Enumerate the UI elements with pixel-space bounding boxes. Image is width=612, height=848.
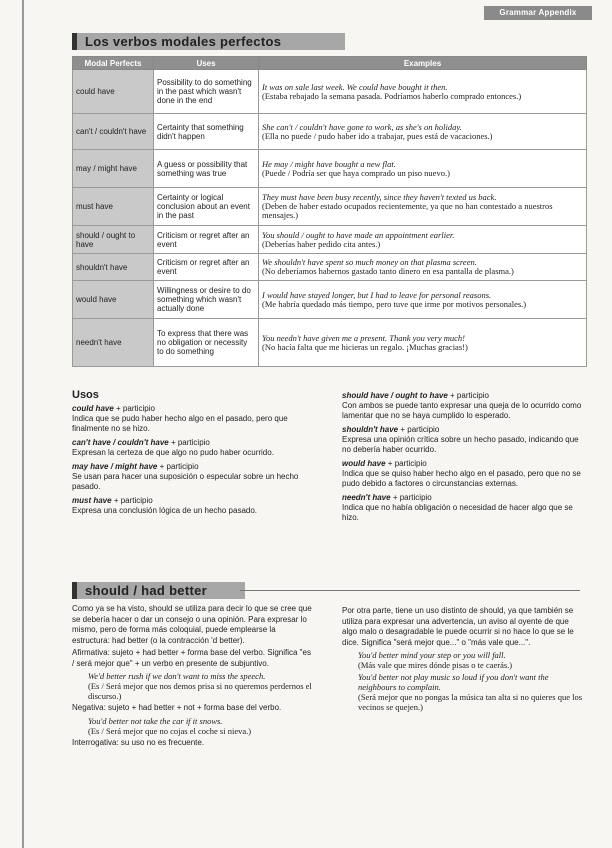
usos-text: Indica que no había obligación o necesidad de hacer algo que se hizo. — [342, 503, 573, 522]
example-es: (Estaba rebajado la semana pasada. Podríamos haberlo comprado entonces.) — [262, 90, 522, 101]
table-row — [73, 150, 587, 188]
example-en: I would have stayed longer, but I had to leave for personal reasons. — [262, 289, 492, 300]
example-en: It was on sale last week. We could have bought it then. — [262, 81, 448, 92]
example-en: He may / might have bought a new flat. — [262, 158, 396, 169]
should-right-column — [342, 606, 582, 714]
table-row — [73, 70, 587, 114]
example-es: (No hacía falta que me hicieras un regalo. ¡Muchas gracias!) — [262, 341, 468, 352]
usos-text: Expresan la certeza de que algo no pudo haber ocurrido. — [72, 448, 274, 457]
usos-heading: should have / ought to have + participio — [342, 391, 489, 400]
modal-cell: should / ought to have — [73, 226, 154, 254]
example-es: (Deberías haber pedido cita antes.) — [262, 238, 381, 249]
table-row — [73, 319, 587, 367]
modal-cell: would have — [73, 281, 154, 319]
paragraph: Afirmativa: sujeto + had better + forma base del verbo. Significa "es / será mejor que" + un verbo en presente de subjuntivo. — [72, 648, 311, 668]
modal-perfects-table — [72, 56, 587, 367]
example-cell — [259, 70, 587, 114]
example-block — [342, 672, 582, 712]
usos-heading: must have + participio — [72, 496, 153, 505]
use-cell: Possibility to do something in the past which wasn't done in the end — [154, 70, 259, 114]
example-block — [72, 716, 312, 736]
example-en: You'd better not play music so loud if you don't want the neighbours to complain. — [358, 672, 549, 692]
section-divider — [240, 590, 580, 591]
example-block — [72, 671, 312, 701]
header-examples: Examples — [259, 57, 587, 70]
example-cell — [259, 281, 587, 319]
example-es: (Es / Será mejor que nos demos prisa si no queremos perdernos el discurso.) — [88, 681, 312, 701]
section-title: should / had better — [85, 583, 207, 598]
example-cell — [259, 150, 587, 188]
use-cell: Certainty that something didn't happen — [154, 114, 259, 150]
modal-cell: can't / couldn't have — [73, 114, 154, 150]
table-row — [73, 254, 587, 281]
usos-heading: shouldn't have + participio — [342, 425, 440, 434]
should-left-column — [72, 604, 312, 750]
example-en: You needn't have given me a present. Thank you very much! — [262, 332, 466, 343]
example-en: They must have been busy recently, since they haven't texted us back. — [262, 192, 497, 202]
modal-cell: shouldn't have — [73, 254, 154, 281]
use-cell: Certainty or logical conclusion about an event in the past — [154, 188, 259, 226]
example-block — [342, 650, 582, 670]
usos-heading: can't have / couldn't have + participio — [72, 438, 210, 447]
usos-left-column — [72, 390, 304, 516]
usos-right-column — [342, 391, 582, 523]
example-es: (Más vale que mires dónde pisas o te caerás.) — [358, 660, 513, 670]
modal-cell: may / might have — [73, 150, 154, 188]
example-es: (Puede / Podría ser que haya comprado un piso nuevo.) — [262, 167, 450, 178]
margin-rule — [22, 0, 24, 848]
paragraph: Como ya se ha visto, should se utiliza para decir lo que se cree que se debería hacer o dar un consejo o una opinión. Para expresar lo mismo, pero de forma más coloquial, puede emplearse la estructura: had better (o la contracción 'd better). — [72, 604, 312, 645]
section-banner-modales — [72, 33, 345, 50]
paragraph: Por otra parte, tiene un uso distinto de should, ya que también se utiliza para expresar una advertencia, un aviso al oyente de que algo malo o desagradable le puede ocurrir si no hace lo que se le dice. Significa "será mejor que..." o "más vale que...". — [342, 606, 574, 647]
use-cell: To express that there was no obligation or necessity to do something — [154, 319, 259, 367]
use-cell: Criticism or regret after an event — [154, 226, 259, 254]
example-cell — [259, 254, 587, 281]
use-cell: Criticism or regret after an event — [154, 254, 259, 281]
modal-cell: could have — [73, 70, 154, 114]
example-cell — [259, 226, 587, 254]
grammar-appendix-tab: Grammar Appendix — [484, 6, 592, 20]
example-es: (Deben de haber estado ocupados recientemente, ya que no han contestado a nuestros mensajes.) — [262, 201, 553, 220]
usos-text: Se usan para hacer una suposición o especular sobre un hecho pasado. — [72, 472, 299, 491]
table-header-row — [73, 57, 587, 70]
example-en: You should / ought to have made an appointment earlier. — [262, 229, 455, 240]
example-es: (Me habría quedado más tiempo, pero tuve que irme por motivos personales.) — [262, 298, 527, 309]
example-es: (Es / Será mejor que no cojas el coche si nieva.) — [88, 725, 252, 736]
usos-heading: needn't have + participio — [342, 493, 432, 502]
use-cell: A guess or possibility that something was true — [154, 150, 259, 188]
usos-text: Indica que se pudo haber hecho algo en el pasado, pero que finalmente no se hizo. — [72, 414, 288, 433]
example-cell — [259, 114, 587, 150]
header-modal: Modal Perfects — [73, 57, 154, 70]
example-es: (Ella no puede / pudo haber ido a trabajar, pues está de vacaciones.) — [262, 130, 493, 141]
usos-text: Con ambos se puede tanto expresar una queja de lo ocurrido como lamentar que no se haya cumplido lo esperado. — [342, 401, 582, 420]
table-row — [73, 226, 587, 254]
example-en: We shouldn't have spent so much money on that plasma screen. — [262, 257, 477, 267]
example-cell — [259, 319, 587, 367]
header-uses: Uses — [154, 57, 259, 70]
paragraph: Interrogativa: su uso no es frecuente. — [72, 737, 205, 747]
usos-text: Expresa una conclusión lógica de un hecho pasado. — [72, 506, 258, 515]
section-banner-should — [72, 582, 245, 599]
example-en: She can't / couldn't have gone to work, as she's on holiday. — [262, 121, 462, 132]
table-row — [73, 188, 587, 226]
usos-heading: would have + participio — [342, 459, 427, 468]
table-row — [73, 114, 587, 150]
example-es: (Será mejor que no pongas la música tan alta si no quieres que los vecinos se quejen.) — [358, 692, 583, 712]
usos-heading: could have + participio — [72, 404, 155, 413]
modal-cell: must have — [73, 188, 154, 226]
usos-heading: may have / might have + participio — [72, 462, 199, 471]
table-row — [73, 281, 587, 319]
usos-text: Expresa una opinión crítica sobre un hecho pasado, indicando que no debería haber ocurrido. — [342, 435, 579, 454]
example-cell — [259, 188, 587, 226]
example-en: You'd better not take the car if it snows. — [88, 715, 223, 726]
example-en: You'd better mind your step or you will fall. — [358, 650, 506, 660]
example-es: (No deberíamos habernos gastado tanto dinero en esa pantalla de plasma.) — [262, 266, 514, 276]
modal-cell: needn't have — [73, 319, 154, 367]
example-en: We'd better rush if we don't want to miss the speech. — [88, 671, 266, 681]
paragraph: Negativa: sujeto + had better + not + forma base del verbo. — [72, 703, 282, 712]
usos-title: Usos — [72, 389, 99, 401]
usos-text: Indica que se quiso haber hecho algo en el pasado, pero que no se pudo debido a factores o circunstancias externas. — [342, 469, 581, 488]
use-cell: Willingness or desire to do something which wasn't actually done — [154, 281, 259, 319]
section-title: Los verbos modales perfectos — [85, 34, 282, 49]
